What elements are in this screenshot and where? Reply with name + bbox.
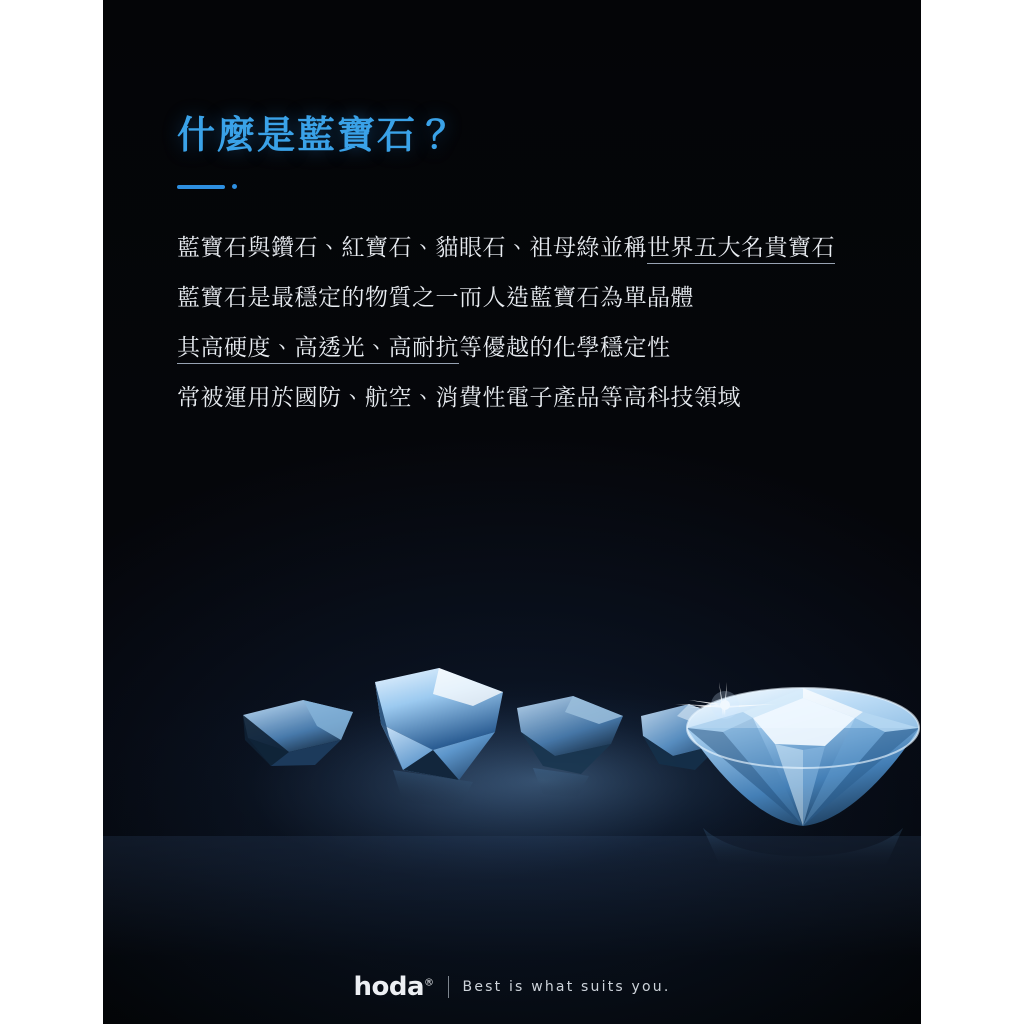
title-divider — [177, 184, 237, 189]
body-line-3 — [177, 322, 897, 372]
poster-panel — [103, 0, 921, 1024]
brand-tagline: Best is what suits you. — [462, 979, 671, 995]
page-title: 什麼是藍寶石？ — [177, 115, 458, 157]
body-line-1-prefix: 藍寶石與鑽石、紅寶石、貓眼石、祖母綠並稱 — [177, 234, 647, 260]
body-line-2-prefix: 藍寶石是最穩定的物質之一而人造藍寶石為單晶體 — [177, 284, 694, 310]
footer-divider — [448, 976, 449, 998]
body-line-4 — [177, 372, 897, 422]
body-line-1 — [177, 222, 897, 272]
divider-dot — [232, 184, 237, 189]
body-line-3-underlined: 其高硬度、高透光、高耐抗 — [177, 334, 459, 364]
body-text — [177, 222, 897, 422]
body-line-3-suffix: 等優越的化學穩定性 — [459, 334, 671, 360]
body-line-1-underlined: 世界五大名貴寶石 — [647, 234, 835, 264]
sapphire-gems-photo — [103, 620, 921, 900]
body-line-4-prefix: 常被運用於國防、航空、消費性電子產品等高科技領域 — [177, 384, 741, 410]
brand-name: hoda — [353, 972, 425, 1002]
divider-bar — [177, 185, 225, 189]
registered-mark-icon: ® — [424, 977, 434, 989]
body-line-2 — [177, 272, 897, 322]
brand-logo — [353, 972, 433, 1002]
footer — [103, 972, 921, 1002]
